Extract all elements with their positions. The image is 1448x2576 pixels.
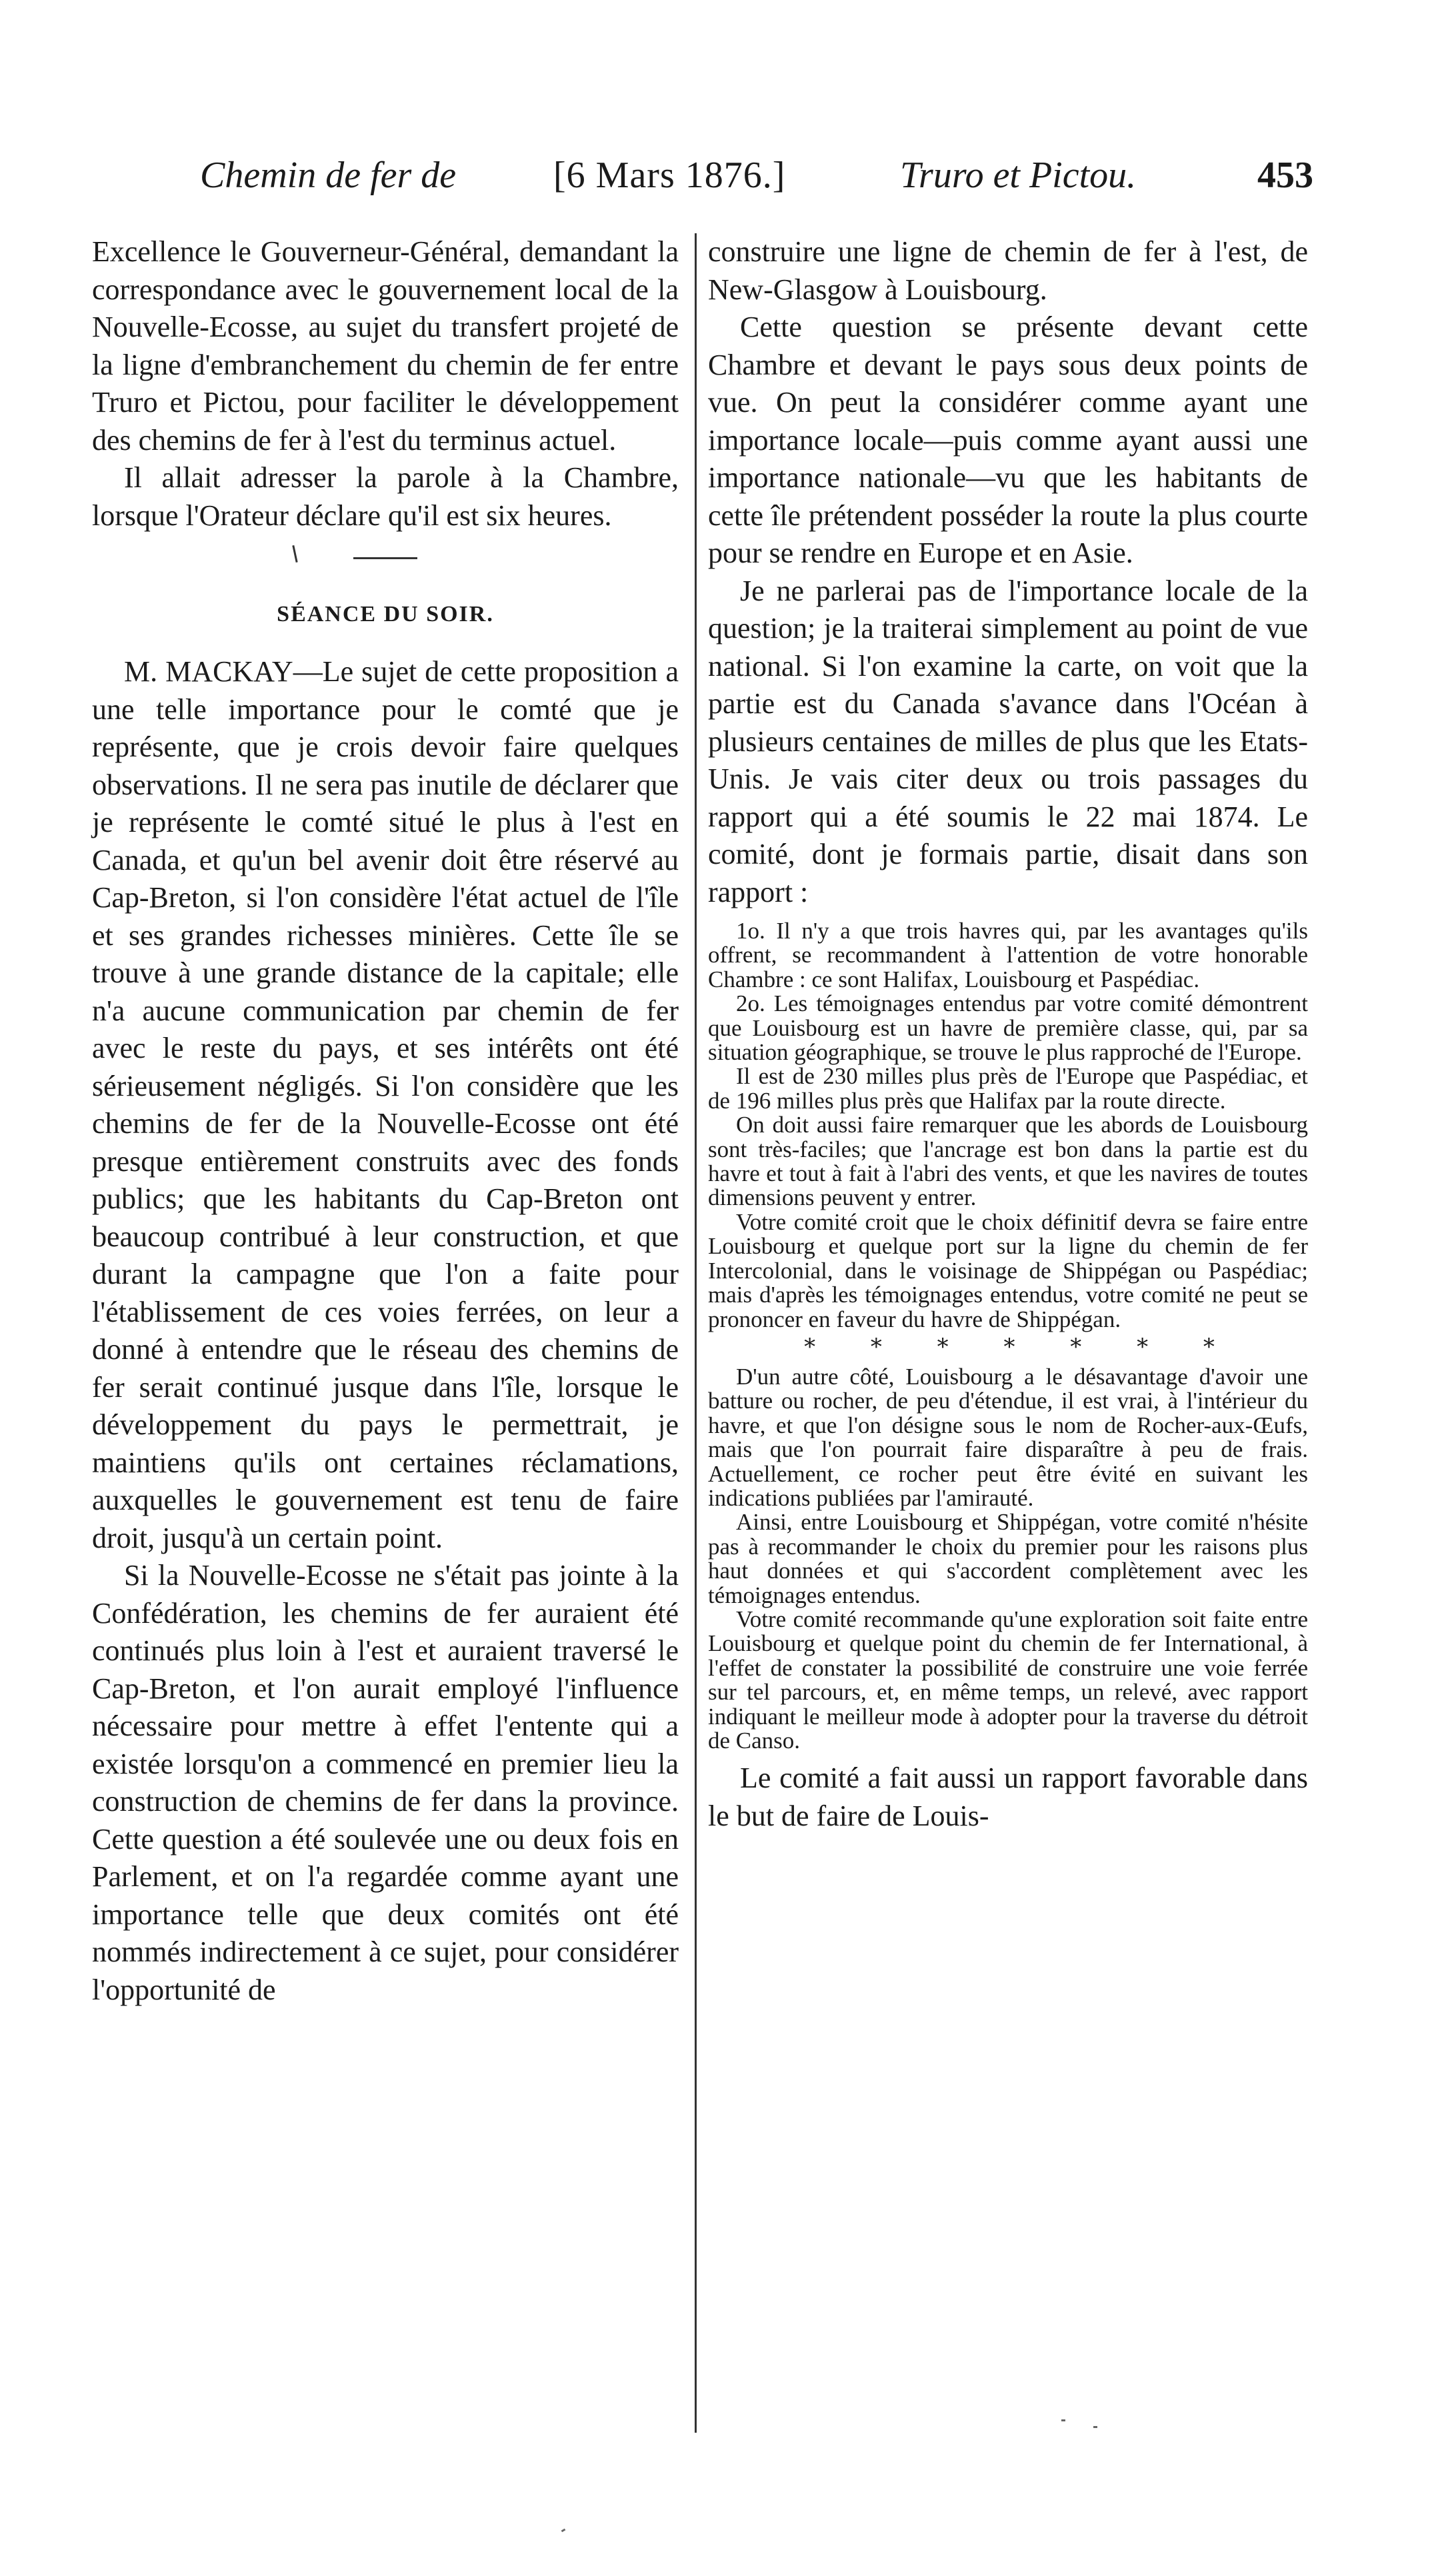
speech-text: —Le sujet de cette proposition a une telle importance pour le comté que je représente, que je crois devoir faire quelques observations. Il ne sera pas inutile de déclarer que je représente le comté situé le plus à l'est en Canada, et qu'un bel avenir doit être réservé au Cap-Breton, si l'on considère l'état actuel de l'île et ses grandes richesses minières. Cette île se trouve à une grande distance de la capitale; elle n'a aucune communication par chemin de fer avec le reste du pays, et ses intérêts ont été sérieusement négligés. Si l'on considère que les chemins de fer de la Nouvelle-Ecosse ont été presque entièrement construits avec des fonds publics; que les habitants du Cap-Breton ont beaucoup contribué à leur construction, et que durant la campagne que l'on a faite pour l'établissement de ces voies ferrées, on leur a donné à entendre que le réseau des chemins de fer serait continué jusque dans l'île, lorsque le développement du pays le permettrait, je maintiens qu'ils ont certaines réclamations, auxquelles le gouvernement est tenu de faire droit, jusqu'à un certain point. — [92, 655, 679, 1554]
quote-paragraph: 2o. Les témoignages entendus par votre comité démontrent que Louisbourg est un havre de première classe, qui, par sa situation géographique, se trouve le plus rapproché de l'Europe. — [708, 990, 1308, 1066]
separator-mark — [292, 545, 297, 563]
paragraph: Le comité a fait aussi un rapport favorable dans le but de faire de Louis- — [708, 1762, 1308, 1832]
quote-paragraph: On doit aussi faire remarquer que les abords de Louisbourg sont très-faciles; que l'ancrage est bon dans la partie est du havre et tout à fait à l'abri des vents, et que les navires de toutes dimensions peuvent y entrer. — [708, 1112, 1308, 1211]
print-speck — [1061, 2419, 1065, 2421]
header-right-title: Truro et Pictou. — [900, 155, 1137, 196]
quote-paragraph: Il est de 230 milles plus près de l'Europe que Paspédiac, et de 196 milles plus près que Halifax par la route directe. — [708, 1063, 1308, 1114]
section-separator — [92, 535, 679, 588]
quote-paragraph: 1o. Il n'y a que trois havres qui, par les avantages qu'ils offrent, se recommandent à l'attention de votre honorable Chambre : ce sont Halifax, Louisbourg et Paspédiac. — [708, 918, 1308, 992]
speaker-name: M. MACKAY — [124, 655, 293, 688]
report-quotation — [708, 919, 1308, 1753]
quote-paragraph: Ainsi, entre Louisbourg et Shippégan, votre comité n'hésite pas à recommander le choix du premier pour les raisons plus haut données et qui s'accordent complètement avec les témoignages entendus. — [708, 1509, 1308, 1608]
header-left-title: Chemin de fer de — [200, 155, 457, 196]
page-number: 453 — [1257, 155, 1313, 196]
ellipsis-stars: * * * * * * * — [804, 1333, 1239, 1360]
paragraph: construire une ligne de chemin de fer à l'est, de New-Glasgow à Louisbourg. — [708, 235, 1308, 306]
column-divider — [695, 233, 697, 2433]
running-header — [200, 145, 1313, 205]
quote-paragraph: Votre comité recommande qu'une exploration soit faite entre Louisbourg et quelque point du chemin de fer International, à l'effet de constater la possibilité de construire une voie ferrée sur tel parcours, et, en même temps, un relevé, avec rapport indiquant le meilleur mode à adopter pour la traverse du détroit de Canso. — [708, 1606, 1308, 1754]
paragraph: Il allait adresser la parole à la Chambre, lorsque l'Orateur déclare qu'il est six heures. — [92, 461, 679, 532]
print-speck — [561, 2529, 566, 2533]
left-column — [92, 233, 679, 2009]
right-column — [708, 233, 1308, 1835]
paragraph: Si la Nouvelle-Ecosse ne s'était pas jointe à la Confédération, les chemins de fer auraient été continués plus loin à l'est et auraient traversé le Cap-Breton, et l'on aurait employé l'influence nécessaire pour mettre à effet l'entente qui a existée lorsqu'on a commencé en premier lieu la construction de chemins de fer dans la province. Cette question a été soulevée une ou deux fois en Parlement, et on l'a regardée comme ayant une importance telle que deux comités ont été nommés indirectement à ce sujet, pour considérer l'opportunité de — [92, 1559, 679, 2006]
paragraph — [92, 653, 679, 1557]
section-title: SÉANCE DU SOIR. — [277, 602, 494, 627]
paragraph: Je ne parlerai pas de l'importance locale de la question; je la traiterai simplement au point de vue national. Si l'on examine la carte, on voit que la partie est du Canada s'avance dans l'Océan à plusieurs centaines de milles de plus que les Etats-Unis. Je vais citer deux ou trois passages du rapport qui a été soumis le 22 mai 1874. Le comité, dont je formais partie, disait dans son rapport : — [708, 574, 1308, 908]
header-date: [6 Mars 1876.] — [553, 155, 786, 196]
quote-paragraph: Votre comité croit que le choix définitif devra se faire entre Louisbourg et quelque port sur la ligne du chemin de fer Intercolonial, dans le voisinage de Shippégan ou Paspédiac; mais d'après les témoignages entendus, votre comité ne peut se prononcer en faveur du havre de Shippégan. — [708, 1208, 1308, 1332]
quote-paragraph: D'un autre côté, Louisbourg a le désavantage d'avoir une batture ou rocher, de peu d'étendue, il est vrai, à l'intérieur du havre, et que l'on désigne sous le nom de Rocher-aux-Œufs, mais que l'on pourrait faire disparaître à peu de frais. Actuellement, ce rocher peut être évité en suivant les indications publiées par l'amirauté. — [708, 1363, 1308, 1511]
paragraph: Excellence le Gouverneur-Général, demandant la correspondance avec le gouvernement local de la Nouvelle-Ecosse, au sujet du transfert projeté de la ligne d'embranchement du chemin de fer entre Truro et Pictou, pour faciliter le développement des chemins de fer à l'est du terminus actuel. — [92, 235, 679, 457]
print-speck — [1093, 2426, 1097, 2428]
separator-rule — [353, 557, 417, 559]
paragraph: Cette question se présente devant cette Chambre et devant le pays sous deux points de vue. On peut la considérer comme ayant une importance locale—puis comme ayant aussi une importance nationale—vu que les habitants de cette île prétendent posséder la route la plus courte pour se rendre en Europe et en Asie. — [708, 311, 1308, 569]
